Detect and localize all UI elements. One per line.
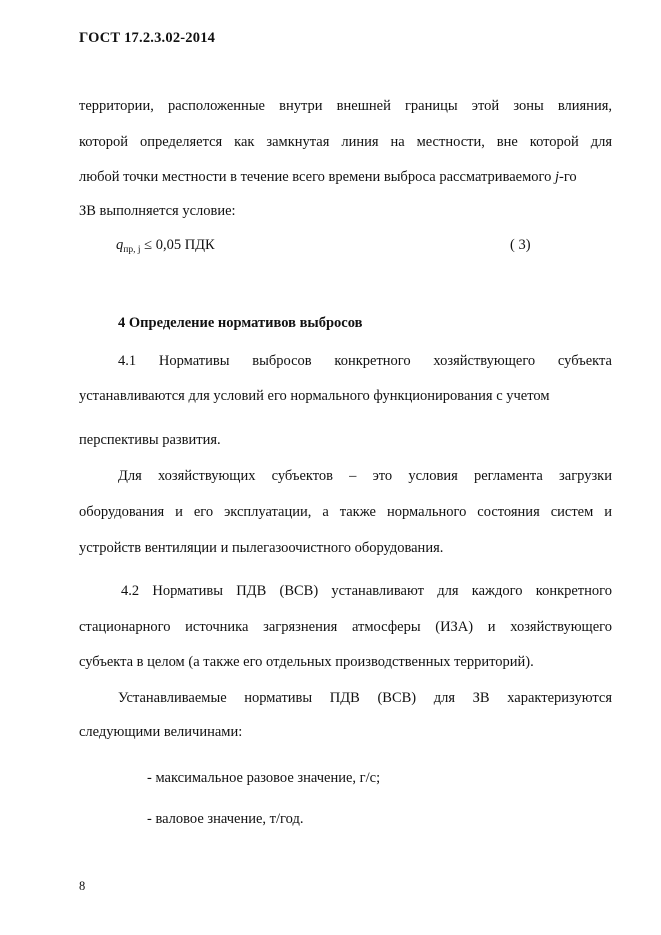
formula-subscript: пр, j <box>123 245 141 255</box>
paragraph-line <box>79 168 577 186</box>
paragraph-line: территории, расположенные внутри внешней границы этой зоны влияния, <box>79 98 612 114</box>
page-number: 8 <box>79 879 86 893</box>
section-title: 4 Определение нормативов выбросов <box>118 315 363 331</box>
line-text: -го <box>559 169 577 185</box>
paragraph-line: следующими величинами: <box>79 724 243 740</box>
formula-3 <box>116 236 215 259</box>
paragraph-line: устройств вентиляции и пылегазоочистного оборудования. <box>79 540 444 556</box>
paragraph-line: устанавливаются для условий его нормального функционирования с учетом <box>79 388 550 404</box>
list-item: - валовое значение, т/год. <box>147 811 304 827</box>
paragraph-line: стационарного источника загрязнения атмосферы (ИЗА) и хозяйствующего <box>79 619 612 635</box>
line-text: любой точки местности в течение всего времени выброса рассматриваемого <box>79 169 555 185</box>
paragraph-line: 4.2 Нормативы ПДВ (ВСВ) устанавливают для каждого конкретного <box>121 583 612 599</box>
paragraph-line: перспективы развития. <box>79 432 221 448</box>
formula-condition: ≤ 0,05 ПДК <box>140 237 215 253</box>
paragraph-line: 4.1 Нормативы выбросов конкретного хозяйствующего субъекта <box>118 353 612 369</box>
standard-header: ГОСТ 17.2.3.02-2014 <box>79 30 216 46</box>
paragraph-line: которой определяется как замкнутая линия на местности, вне которой для <box>79 134 612 150</box>
paragraph-line: субъекта в целом (а также его отдельных производственных территорий). <box>79 654 534 670</box>
formula-q: q <box>116 237 124 253</box>
formula-number: ( 3) <box>510 237 531 253</box>
paragraph-line: ЗВ выполняется условие: <box>79 203 236 219</box>
list-item: - максимальное разовое значение, г/с; <box>147 770 381 786</box>
index-j: j <box>554 169 560 185</box>
paragraph-line: Для хозяйствующих субъектов – это условия регламента загрузки <box>118 468 612 484</box>
paragraph-line: Устанавливаемые нормативы ПДВ (ВСВ) для ЗВ характеризуются <box>118 690 612 706</box>
paragraph-line: оборудования и его эксплуатации, а также нормального состояния систем и <box>79 504 612 520</box>
